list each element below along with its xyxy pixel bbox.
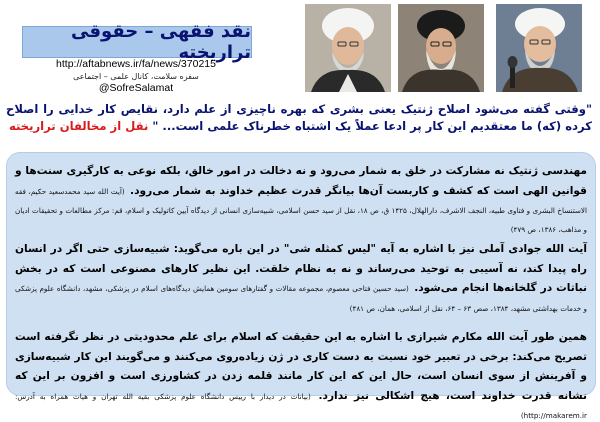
quote-text: "وقتی گفته می‌شود اصلاح ژنتیک یعنی بشری که بهره ناچیزی از علم دارد، نقایص کار خدایی را اصلاح کرده (که) ما معتقدیم این کار پر ادعا عملاً یک اشتباه خطرناک علمی است... " bbox=[6, 102, 592, 133]
header bbox=[0, 0, 600, 97]
paragraph-text: همین طور آیت الله مکارم شیرازی با اشاره به این حقیقت که اسلام برای علم محدودیتی در نظر نگرفته است تصریح می‌کند: برخی در تعبیر خود نسبت به دست کاری در ژن زیاده‌روی می‌کنند و می‌گویند این کار شبیه‌سازی و آفرینش از سوی انسان است، حال این که این کار مانند قلمه زدن در کشاورزی است و افزون بر این که نشانه قدرت خداوند است، هیچ اشکالی نیز ندارد. bbox=[15, 331, 587, 402]
source-block bbox=[22, 58, 250, 95]
paragraph-hakim bbox=[15, 159, 587, 236]
quote-source: نقل از مخالفان تراریخته bbox=[8, 119, 149, 133]
paragraph-citation: (آیت الله سید محمدسعید حکیم، فقه الاستنساخ البشری و فتاوی طبیه، النجف الاشرف، دارالهلال، ۱۴۲۵ ق، ص ۱۸، نقل از سید حسن اسلامی، شبیه‌سازی انسانی از دیدگاه آیین کاتولیک و اسلام، قم: مرکز مطالعات و تحقیقات ادیان و مذاهب، ۱۳۸۶، ص ۴۷۹) bbox=[15, 186, 588, 234]
portrait-photo-3 bbox=[496, 4, 582, 92]
source-url: http://aftabnews.ir/fa/news/370215 bbox=[56, 58, 216, 70]
title-banner bbox=[22, 21, 252, 63]
portrait-photo-2 bbox=[398, 4, 484, 92]
paragraph-javadi-amoli bbox=[15, 237, 587, 315]
page-title: نقد فقهی – حقوقی تراریخته bbox=[71, 21, 251, 63]
paragraph-makarem bbox=[15, 325, 587, 422]
content-panel bbox=[6, 152, 596, 420]
portrait-photo-1 bbox=[305, 4, 391, 92]
opponents-quote bbox=[6, 101, 592, 135]
paragraph-text: آیت الله جوادی آملی نیز با اشاره به آیه "لیس کمثله شی" در این باره می‌گوید: شبیه‌سازی حتی اگر در انسان راه پیدا کند، نه آسیبی به توحید می‌رساند و نه به نظام خلقت. این نظیر کارهای مصنوعی است که در بخش نباتات در گلخانه‌ها انجام می‌شود. bbox=[15, 243, 587, 294]
paragraph-text: مهندسی ژنتیک نه مشارکت در خلق به شمار می‌رود و نه دخالت در امور خالق، بلکه نوعی به کارگیری سنت‌ها و قوانین الهی است که کشف و کاربست آن‌ها بیانگر قدرت عظیم خداوند به شمار می‌رود. bbox=[15, 165, 587, 197]
paragraph-citation: (بیانات در دیدار با رییس دانشگاه علوم پزشکی بقیه الله تهران و هیات همراه به آدرس: http://makarem.ir) bbox=[15, 391, 587, 420]
channel-handle: @SofreSalamat bbox=[98, 82, 174, 94]
channel-label: سفره سلامت، کانال علمی – اجتماعی bbox=[73, 72, 199, 81]
paragraph-citation: (سید حسین فتاحی معصوم، مجموعه مقالات و گفتارهای سومین همایش دیدگاه‌های اسلام در پزشکی، مشهد، دانشگاه علوم پزشکی و خدمات بهداشتی مشهد، ۱۳۸۴، صص ۶۳ – ۶۴، نقل از اسلامی، همان، ص ۴۸۱) bbox=[15, 284, 587, 313]
